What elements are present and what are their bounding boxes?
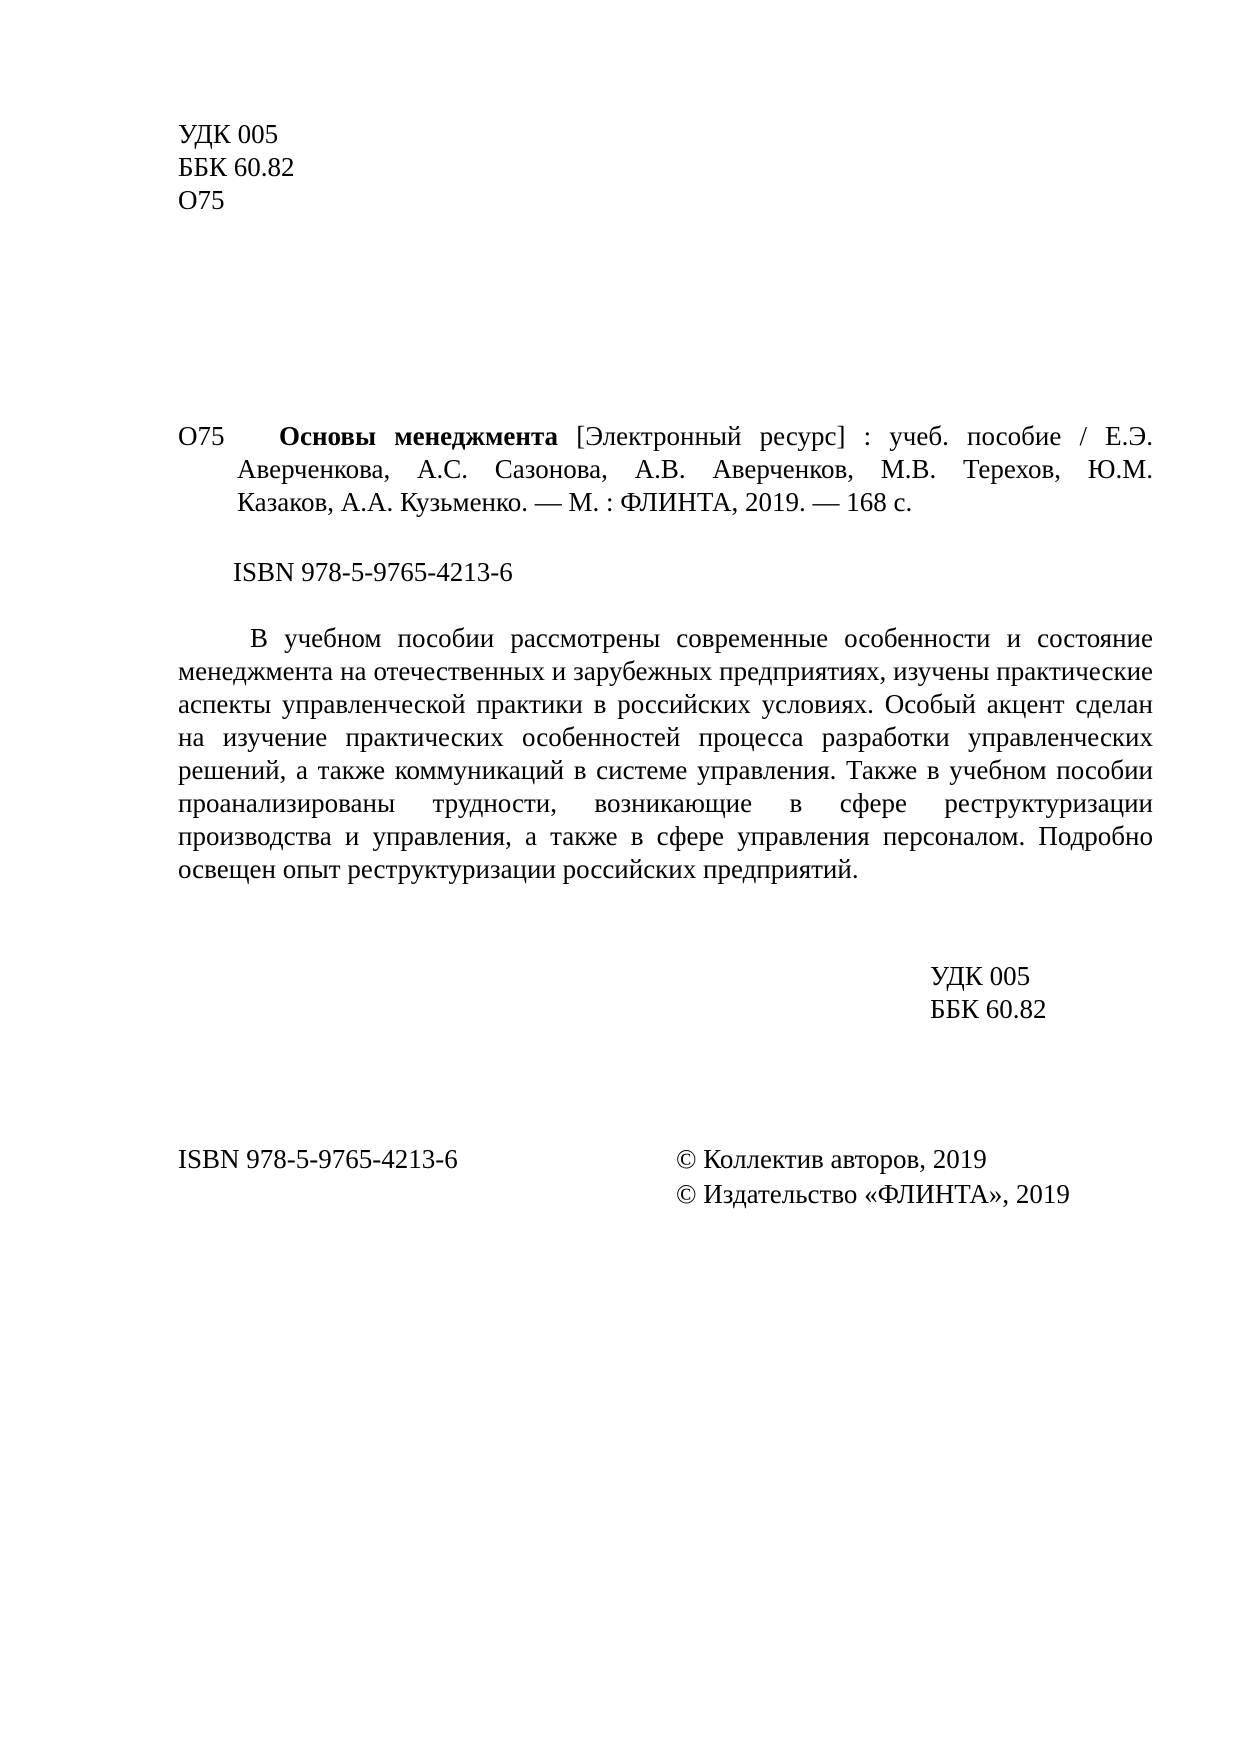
copyright-authors: © Коллектив авторов, 2019 bbox=[676, 1144, 987, 1174]
catalog-entry-line-2: Аверченкова, А.С. Сазонова, А.В. Аверченков, М.В. Терехов, Ю.М. bbox=[237, 454, 1153, 484]
bbk-code-bottom: ББК 60.82 bbox=[930, 994, 1047, 1024]
udk-code-bottom: УДК 005 bbox=[930, 961, 1031, 991]
isbn-footer: ISBN 978-5-9765-4213-6 bbox=[178, 1144, 458, 1174]
classification-codes-bottom bbox=[930, 960, 1047, 1026]
annotation-paragraph: В учебном пособии рассмотрены современные особенности и состояние менеджмента на отечественных и зарубежных предприятиях, изучены практические аспекты управленческой практики в российских условиях. Особый акцент сделан на изучение практических особенностей процесса разработки управленческих решений, а также коммуникаций в системе управления. Также в учебном пособии проанализированы трудности, возникающие в сфере реструктуризации производства и управления, а также в сфере управления персоналом. Подробно освещен опыт реструктуризации российских предприятий. bbox=[178, 623, 1153, 884]
book-title: Основы менеджмента bbox=[279, 421, 559, 451]
copyright-block bbox=[676, 1143, 1070, 1213]
catalog-entry-authors bbox=[237, 453, 1153, 519]
catalog-entry-line-1-rest: [Электронный ресурс] : учеб. пособие / Е.Э. bbox=[558, 421, 1153, 451]
catalog-entry-line-1 bbox=[279, 420, 1153, 453]
classification-codes-top bbox=[178, 118, 295, 217]
isbn: ISBN 978-5-9765-4213-6 bbox=[233, 557, 513, 587]
catalog-entry-line-3: Казаков, А.А. Кузьменко. — М. : ФЛИНТА, 2019. — 168 с. bbox=[237, 487, 913, 517]
bbk-code: ББК 60.82 bbox=[178, 152, 295, 182]
author-mark: О75 bbox=[178, 185, 225, 215]
udk-code: УДК 005 bbox=[178, 119, 279, 149]
copyright-publisher: © Издательство «ФЛИНТА», 2019 bbox=[676, 1179, 1070, 1209]
catalog-author-mark: О75 bbox=[178, 421, 225, 451]
